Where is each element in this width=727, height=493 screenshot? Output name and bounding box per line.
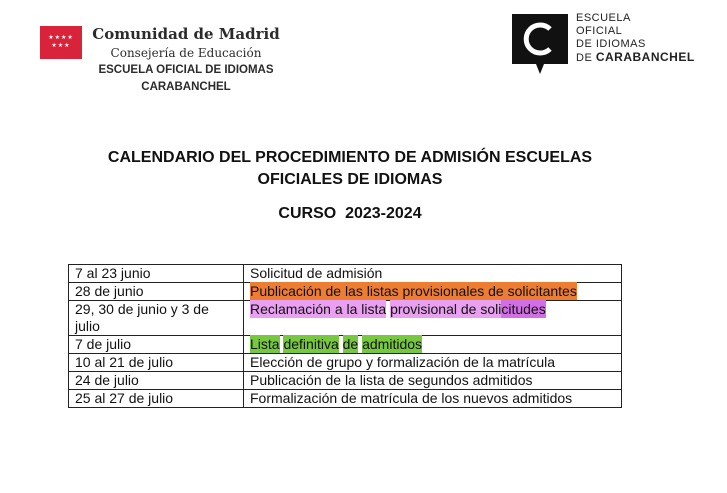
eoi-logo-text [576,12,695,65]
course-year: CURSO 2023-2024 [278,205,422,222]
stars-icon: ★★★★ ★★★ [48,35,74,49]
event-cell: Formalización de matrícula de los nuevos admitidos [244,390,622,408]
date-cell: 10 al 21 de julio [69,354,244,372]
eoi-line1: ESCUELA [576,12,631,24]
table-row [69,301,622,336]
eoi-line4 [576,51,695,65]
event-cell: Solicitud de admisión [244,265,622,283]
event-cell [244,301,622,336]
table-row [69,265,622,283]
eoi-line4-prefix: DE [576,52,593,64]
table-row [69,354,622,372]
eoi-c-logo-icon [510,12,570,78]
highlighted-event-text: Publicación de las listas provisionales de solicitantes [250,283,577,299]
highlighted-event-text: de [342,336,359,352]
highlighted-event-text: provisional de soli [390,301,502,317]
highlighted-event-text: Reclamación a la lista [250,301,387,317]
highlighted-event-text: citudes [501,301,546,317]
table-row [69,390,622,408]
eoi-line4-bold: CARABANCHEL [595,50,695,64]
title-line2: OFICIALES DE IDIOMAS [257,171,443,188]
page-title [40,147,660,191]
highlighted-event-text: admitidos [362,336,423,352]
table-row [69,372,622,390]
admission-calendar-table [68,264,622,408]
date-cell: 29, 30 de junio y 3 de julio [69,301,244,336]
date-cell: 28 de junio [69,283,244,301]
comunidad-madrid-flag-logo [40,26,82,59]
eoi-line2: OFICIAL [576,25,623,37]
event-cell [244,283,622,301]
left-header-text [86,24,286,96]
date-cell: 7 al 23 junio [69,265,244,283]
school-name-line1: ESCUELA OFICIAL DE IDIOMAS [98,64,274,76]
table-row [69,336,622,354]
date-cell: 25 al 27 de julio [69,390,244,408]
highlighted-event-text: definitiva [283,336,339,352]
date-cell: 7 de julio [69,336,244,354]
org-name: Comunidad de Madrid [92,25,280,43]
date-cell: 24 de julio [69,372,244,390]
event-cell: Elección de grupo y formalización de la matrícula [244,354,622,372]
table-row [69,283,622,301]
eoi-line3: DE IDIOMAS [576,38,646,50]
department-name: Consejería de Educación [110,46,262,60]
highlighted-event-text: Lista [250,336,280,352]
event-cell [244,336,622,354]
school-name-line2: CARABANCHEL [141,81,231,93]
title-line1: CALENDARIO DEL PROCEDIMIENTO DE ADMISIÓN ESCUELAS [107,149,593,166]
event-cell: Publicación de la lista de segundos admitidos [244,372,622,390]
